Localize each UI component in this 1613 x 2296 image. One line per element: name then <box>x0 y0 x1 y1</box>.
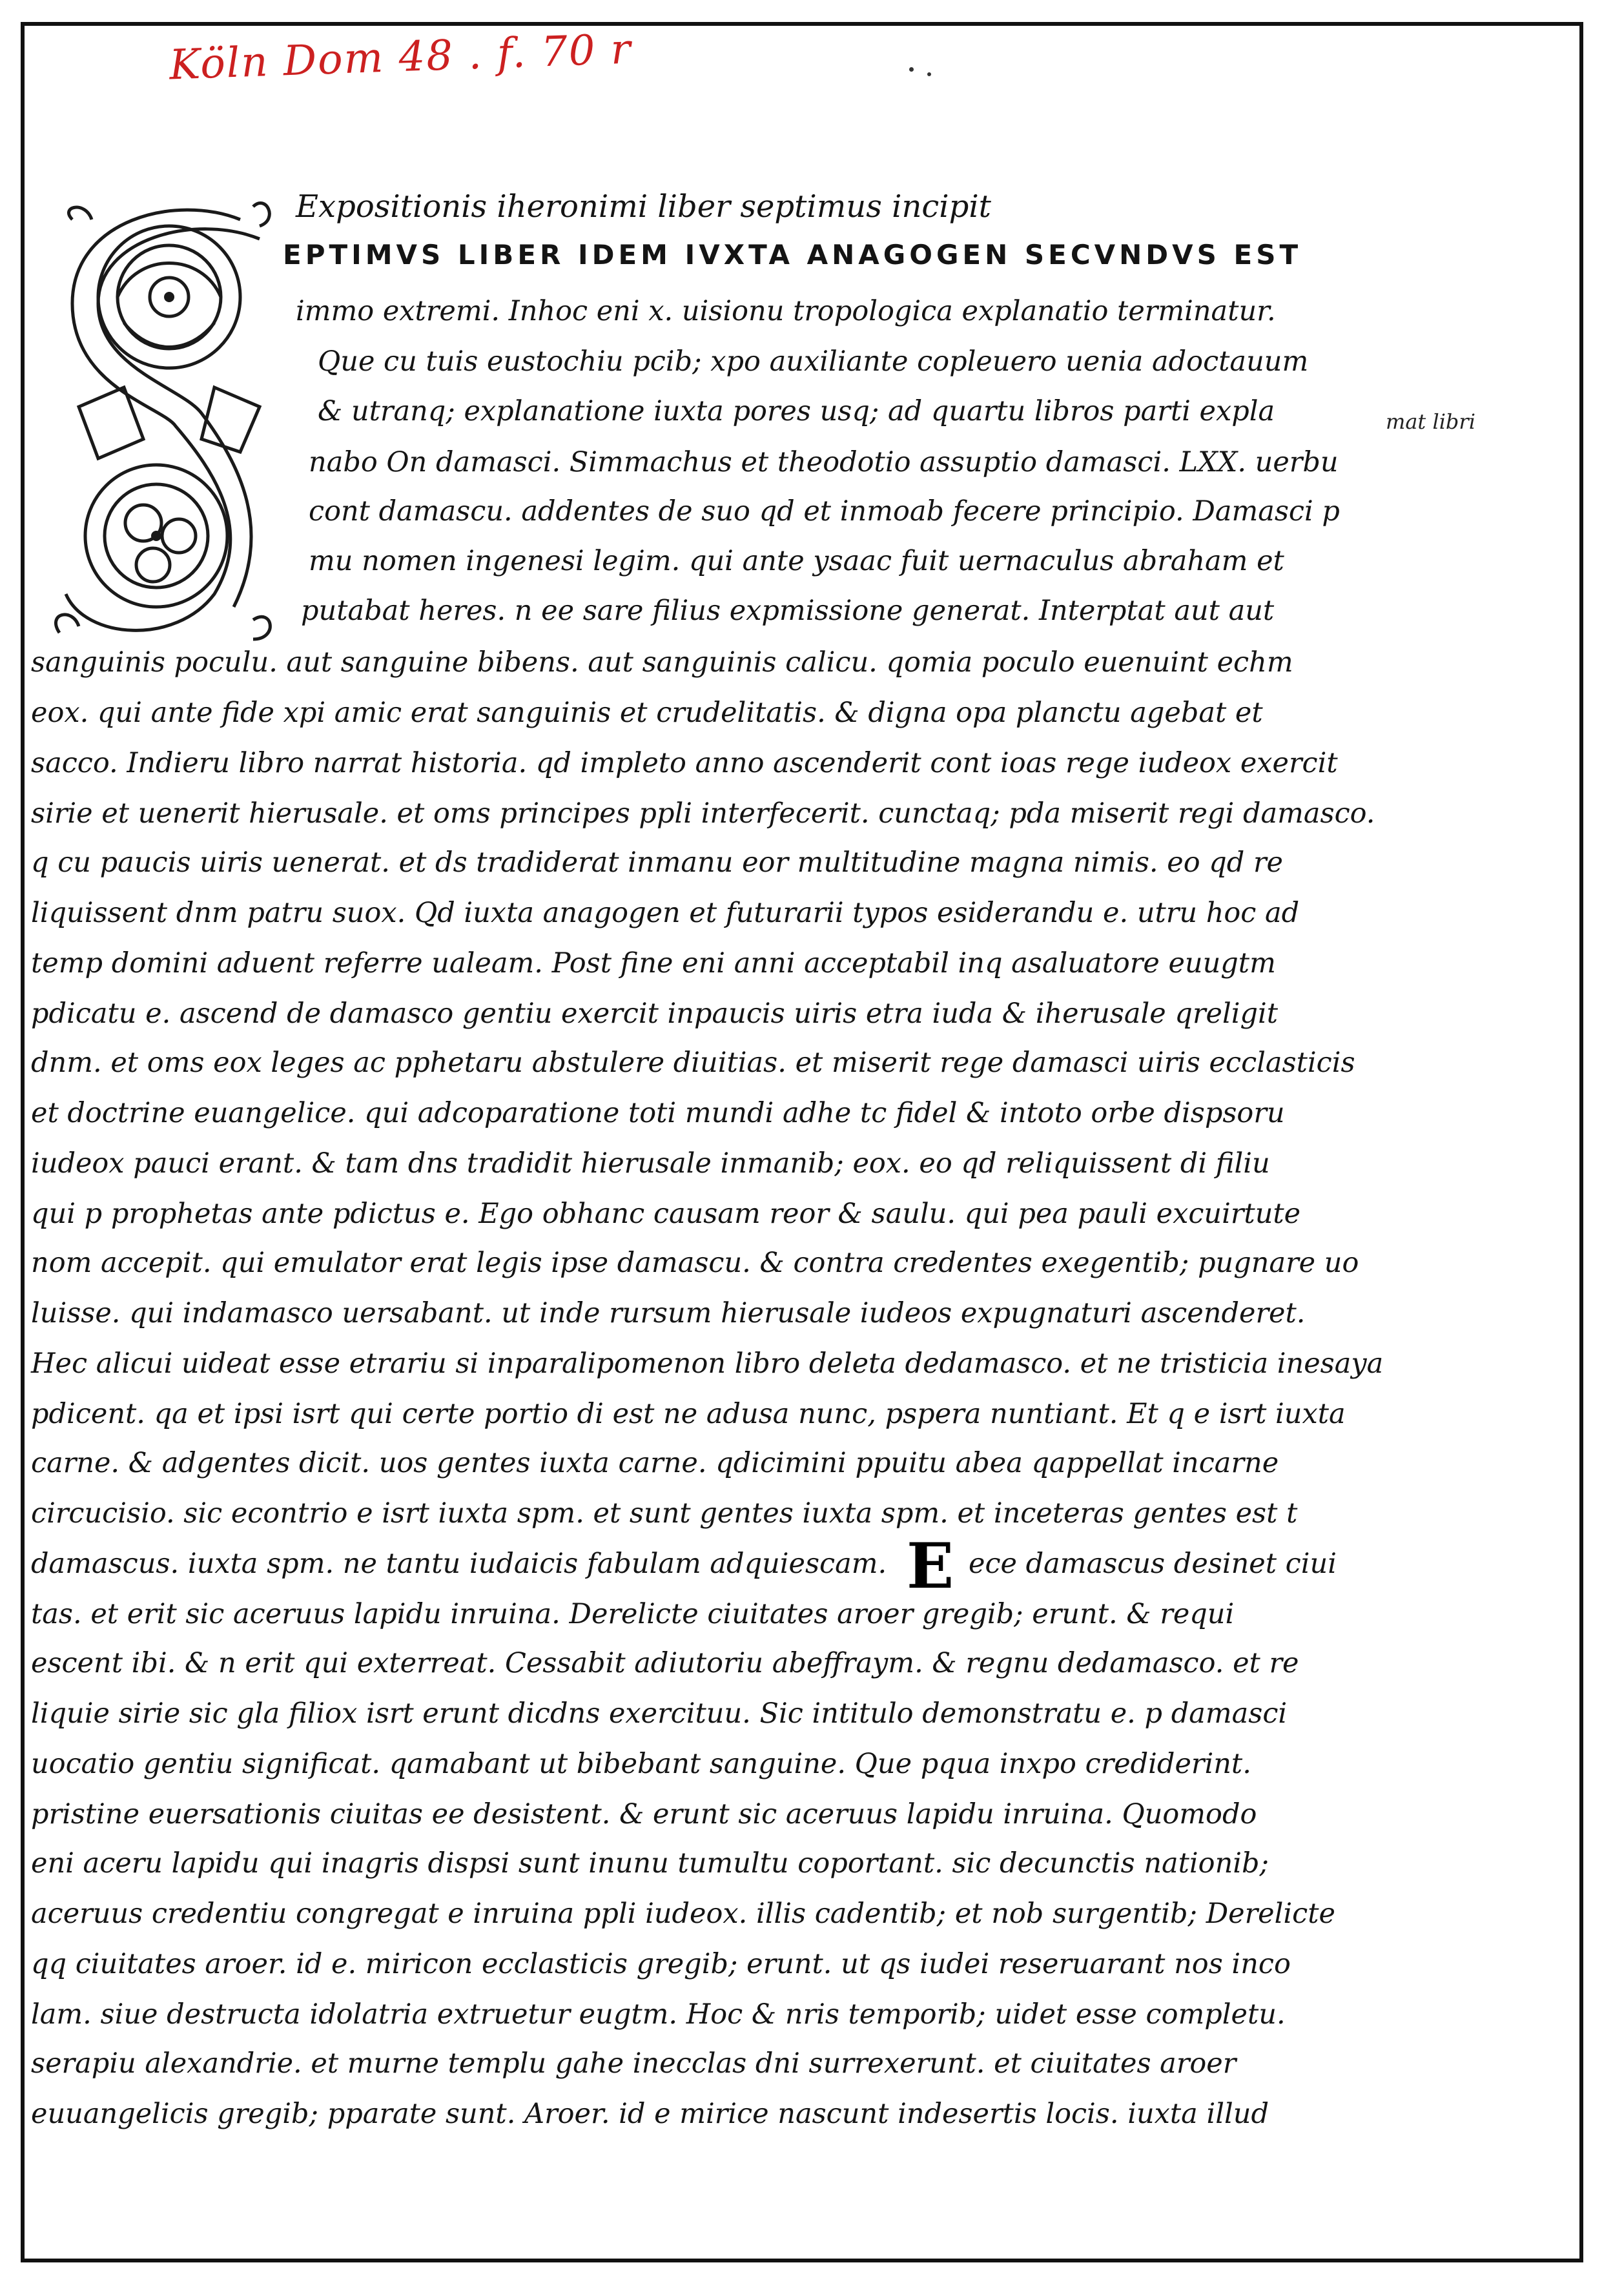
text-line-21: qui p prophetas ante pdictus e. Ego obhanc causam reor & saulu. qui pea pauli excuirtute <box>31 1198 1301 1230</box>
text-line-39: euuangelicis gregib; pparate sunt. Aroer. id e mirice nascunt indesertis locis. iuxta illud <box>31 2098 1269 2130</box>
text-line-26: carne. & adgentes dicit. uos gentes iuxta carne. qdicimini ppuitu abea qappellat incarne <box>31 1447 1279 1479</box>
text-line-01: Expositionis iheronimi liber septimus incipit <box>296 189 991 225</box>
text-line-38: serapiu alexandrie. et murne templu gahe inecclas dni surrexerunt. et ciuitates aroer <box>31 2047 1237 2080</box>
text-line-04: Que cu tuis eustochiu pcib; xpo auxiliante copleuero uenia adoctauum <box>318 345 1309 378</box>
text-line-12: sacco. Indieru libro narrat historia. qd impleto anno ascenderit cont ioas rege iudeox exercit <box>31 747 1338 779</box>
ink-speck <box>909 67 914 72</box>
text-line-10: sanguinis poculu. aut sanguine bibens. aut sanguinis calicu. qomia poculo euenuint echm <box>31 646 1293 679</box>
text-line-32: uocatio gentiu significat. qamabant ut bibebant sanguine. Que pqua inxpo crediderint. <box>31 1748 1251 1780</box>
text-line-09: putabat heres. n ee sare filius expmissione generat. Interptat aut aut <box>301 595 1275 627</box>
text-line-16: temp domini aduent referre ualeam. Post fine eni anni acceptabil inq asaluatore euugtm <box>31 947 1276 979</box>
margin-note: mat libri <box>1386 409 1475 434</box>
decorated-initial-s <box>46 194 279 646</box>
text-line-19: et doctrine euangelice. qui adcoparatione toti mundi adhe tc fidel & intoto orbe dispsoru <box>31 1097 1285 1129</box>
text-line-05: & utranq; explanatione iuxta pores usq; ad quartu libros parti expla <box>318 395 1275 427</box>
text-line-35: aceruus credentiu congregat e inruina ppli iudeox. illis cadentib; et nob surgentib; Derelicte <box>31 1898 1335 1930</box>
large-initial-e: E <box>907 1530 954 1603</box>
text-line-14: q cu paucis uiris uenerat. et ds tradiderat inmanu eor multitudine magna nimis. eo qd re <box>31 846 1283 879</box>
text-line-36: qq ciuitates aroer. id e. miricon ecclasticis gregib; erunt. ut qs iudei reseruarant nos inco <box>31 1948 1291 1980</box>
text-line-34: eni aceru lapidu qui inagris dispsi sunt inunu tumultu coportant. sic decunctis nationib; <box>31 1847 1269 1880</box>
text-line-24: Hec alicui uideat esse etrariu si inparalipomenon libro deleta dedamasco. et ne tristicia inesaya <box>31 1348 1384 1380</box>
text-line-03: immo extremi. Inhoc eni x. uisionu tropologica explanatio terminatur. <box>296 295 1276 327</box>
text-line-31: liquie sirie sic gla filiox isrt erunt dicdns exercituu. Sic intitulo demonstratu e. p damasci <box>31 1697 1288 1730</box>
text-line-13: sirie et uenerit hierusale. et oms principes ppli interfecerit. cunctaq; pda miserit regi damasco. <box>31 797 1375 830</box>
text-line-20: iudeox pauci erant. & tam dns tradidit hierusale inmanib; eox. eo qd reliquissent di filiu <box>31 1147 1270 1180</box>
text-line-06: nabo On damasci. Simmachus et theodotio assuptio damasci. LXX. uerbu <box>309 446 1339 478</box>
shelfmark-annotation: Köln Dom 48 . f. 70 r <box>168 25 633 90</box>
text-line-25: pdicent. qa et ipsi isrt qui certe portio di est ne adusa nunc, pspera nuntiant. Et q e isrt iuxta <box>31 1398 1346 1430</box>
text-line-30: escent ibi. & n erit qui exterreat. Cessabit adiutoriu abeffraym. & regnu dedamasco. et re <box>31 1647 1299 1679</box>
text-line-17: pdicatu e. ascend de damasco gentiu exercit inpaucis uiris etra iuda & iherusale qreligit <box>31 998 1279 1030</box>
text-line-23: luisse. qui indamasco uersabant. ut inde rursum hierusale iudeos expugnaturi ascenderet. <box>31 1297 1306 1329</box>
text-line-27: circucisio. sic econtrio e isrt iuxta spm. et sunt gentes iuxta spm. et inceteras gentes est t <box>31 1497 1298 1530</box>
text-line-22: nom accepit. qui emulator erat legis ipse damascu. & contra credentes exegentib; pugnare uo <box>31 1247 1359 1279</box>
text-line-02: EPTIMVS LIBER IDEM IVXTA ANAGOGEN SECVNDVS EST <box>283 239 1302 271</box>
text-line-15: liquissent dnm patru suox. Qd iuxta anagogen et futurarii typos esiderandu e. utru hoc ad <box>31 897 1300 929</box>
text-line-08: mu nomen ingenesi legim. qui ante ysaac fuit uernaculus abraham et <box>309 545 1284 577</box>
text-line-07: cont damascu. addentes de suo qd et inmoab fecere principio. Damasci p <box>309 495 1340 528</box>
text-line-28b: ece damascus desinet ciui <box>969 1548 1337 1580</box>
text-line-11: eox. qui ante fide xpi amic erat sanguinis et crudelitatis. & digna opa planctu agebat et <box>31 697 1263 729</box>
ink-speck <box>927 72 931 76</box>
text-line-18: dnm. et oms eox leges ac pphetaru abstulere diuitias. et miserit rege damasci uiris ecclasticis <box>31 1047 1355 1079</box>
text-line-28a: damascus. iuxta spm. ne tantu iudaicis fabulam adquiescam. <box>31 1548 887 1580</box>
text-line-37: lam. siue destructa idolatria extruetur eugtm. Hoc & nris temporib; uidet esse completu. <box>31 1998 1286 2031</box>
text-line-29: tas. et erit sic aceruus lapidu inruina. Derelicte ciuitates aroer gregib; erunt. & requi <box>31 1598 1235 1630</box>
text-line-33: pristine euersationis ciuitas ee desistent. & erunt sic aceruus lapidu inruina. Quomodo <box>31 1798 1257 1830</box>
